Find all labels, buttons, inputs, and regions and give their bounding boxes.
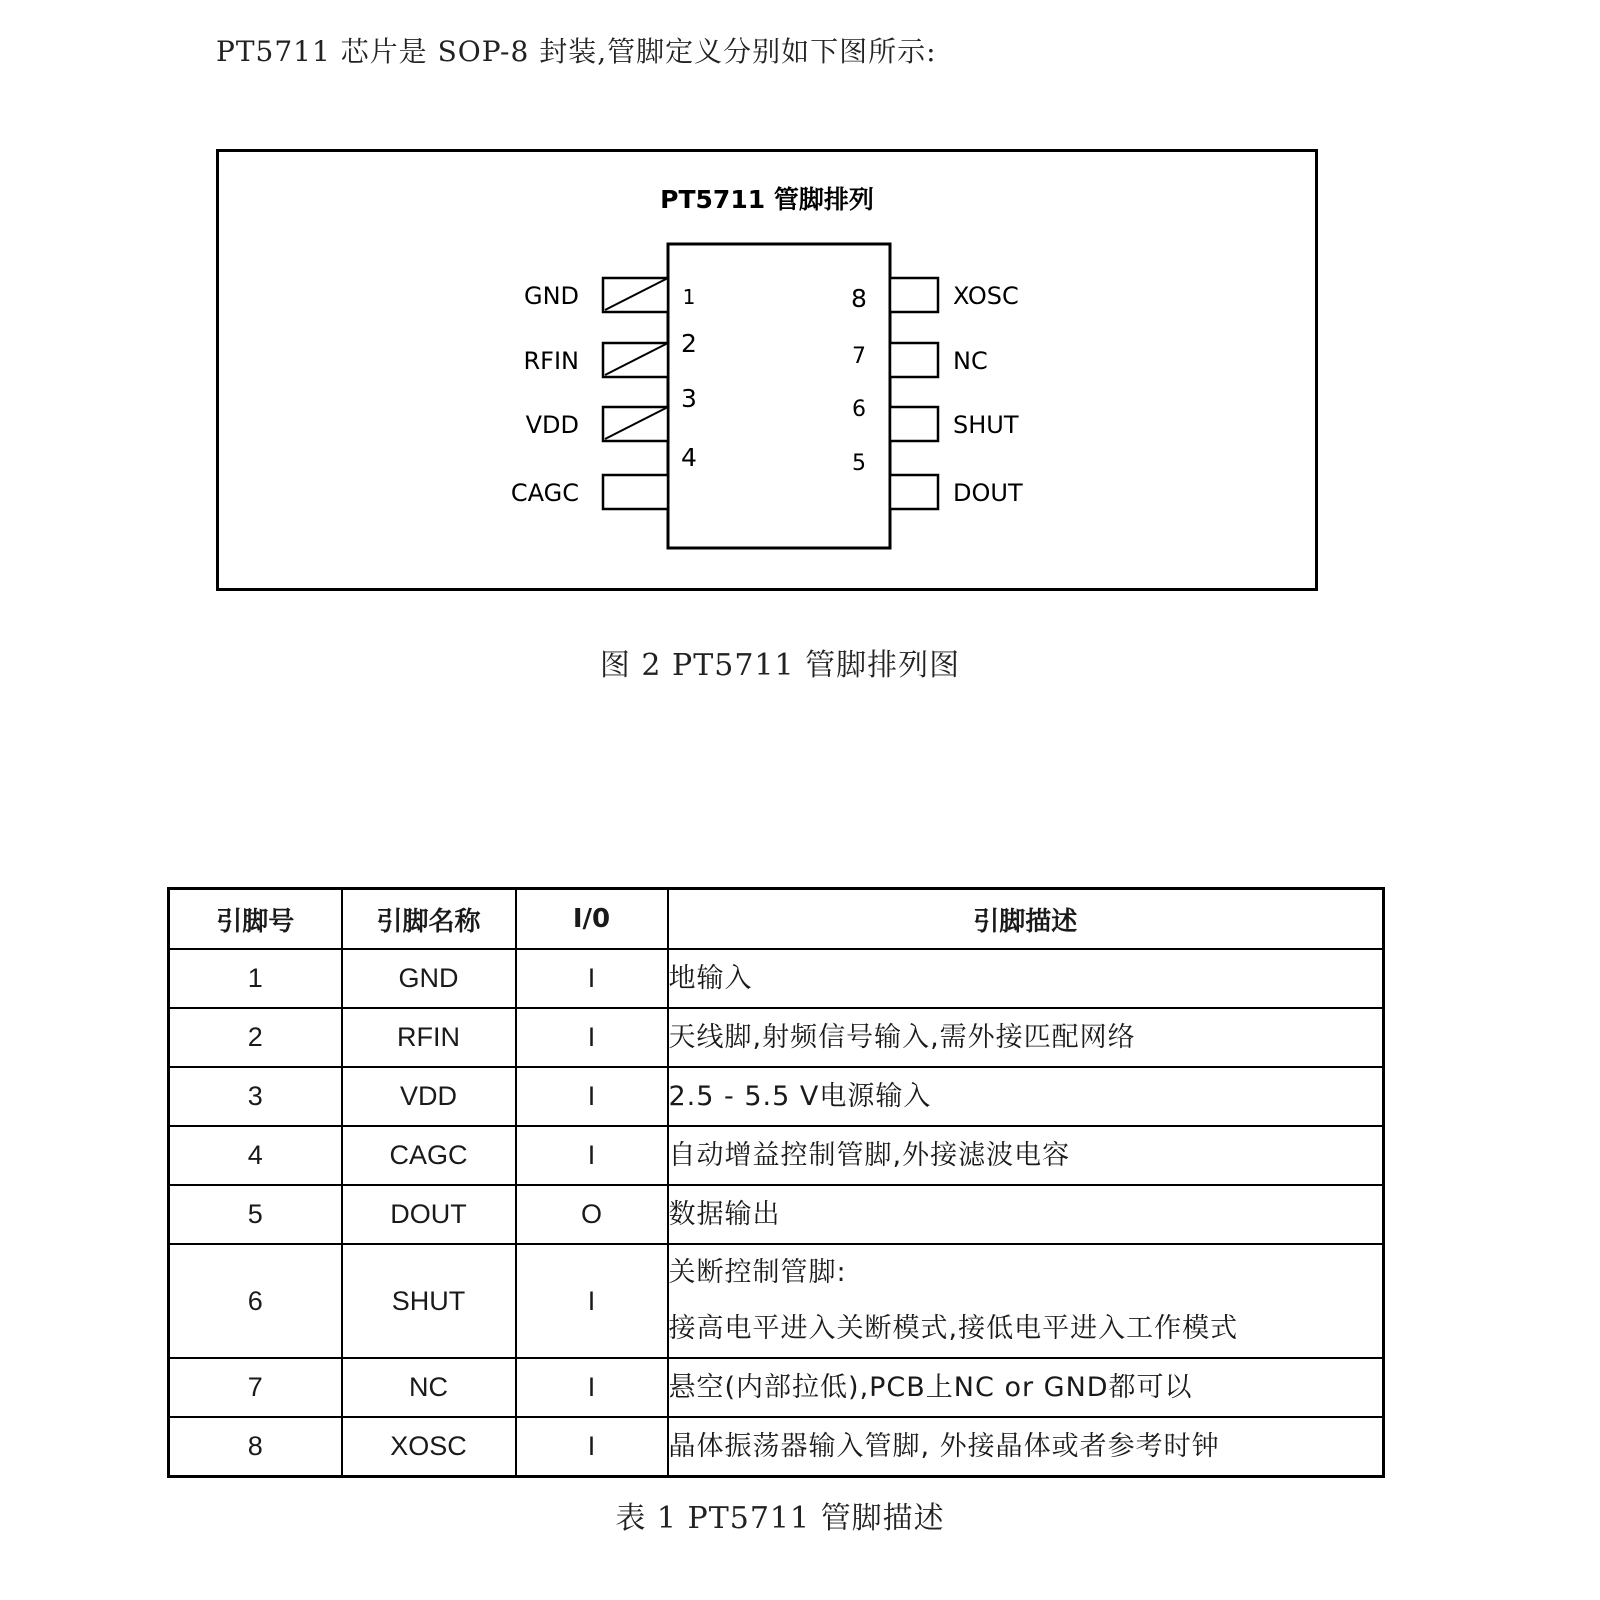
pin-description-table	[167, 887, 1385, 1478]
pin-name-label: CAGC	[510, 479, 579, 507]
description-line: 关断控制管脚:	[668, 1257, 847, 1288]
pin-pad	[890, 343, 938, 377]
description-line: 晶体振荡器输入管脚, 外接晶体或者参考时钟	[668, 1430, 1220, 1462]
pin-number-cell: 1	[169, 949, 342, 1008]
pin-number-cell: 6	[169, 1244, 342, 1358]
diagram-title: PT5711 管脚排列	[660, 185, 874, 214]
pin-io-cell: I	[516, 1067, 668, 1126]
description-line: 地输入	[668, 962, 753, 994]
pin-name-cell: DOUT	[342, 1185, 516, 1244]
pinout-svg	[219, 152, 1315, 588]
pin-name-cell: CAGC	[342, 1126, 516, 1185]
table-row	[169, 1126, 1384, 1185]
pin-description-cell	[668, 949, 1384, 1008]
pin-description-cell	[668, 1126, 1384, 1185]
pin-number-cell: 2	[169, 1008, 342, 1067]
pin-name-cell: VDD	[342, 1067, 516, 1126]
description-line: 2.5 - 5.5 V电源输入	[668, 1080, 932, 1112]
pin-pad	[890, 475, 938, 509]
pin-io-cell: I	[516, 949, 668, 1008]
pin-number-label: 1	[682, 285, 696, 309]
description-line: 数据输出	[668, 1198, 781, 1230]
description-line: 接高电平进入关断模式,接低电平进入工作模式	[668, 1313, 1239, 1344]
pin-description-cell	[668, 1244, 1384, 1358]
pin-description-cell	[668, 1417, 1384, 1477]
table-row	[169, 949, 1384, 1008]
pin-number-label: 6	[852, 397, 866, 422]
intro-paragraph: PT5711 芯片是 SOP-8 封装,管脚定义分别如下图所示:	[216, 35, 937, 68]
pin-number-label: 3	[681, 384, 697, 413]
header-pin-description: 引脚描述	[668, 889, 1384, 950]
pin-name-label: SHUT	[953, 411, 1019, 439]
description-line: 天线脚,射频信号输入,需外接匹配网络	[668, 1021, 1136, 1053]
pin-pad	[890, 407, 938, 441]
table-row	[169, 1244, 1384, 1358]
pin-number-cell: 3	[169, 1067, 342, 1126]
pin-io-cell: I	[516, 1244, 668, 1358]
pin-description-cell	[668, 1185, 1384, 1244]
pin-number-cell: 8	[169, 1417, 342, 1477]
pin-number-label: 7	[852, 344, 866, 369]
description-line: 自动增益控制管脚,外接滤波电容	[668, 1139, 1071, 1171]
table-row	[169, 1185, 1384, 1244]
table-row	[169, 1067, 1384, 1126]
pin-description-cell	[668, 1008, 1384, 1067]
pin-name-cell: RFIN	[342, 1008, 516, 1067]
figure-caption: 图 2 PT5711 管脚排列图	[599, 648, 961, 683]
pin-io-cell: I	[516, 1358, 668, 1417]
pin-number-cell: 4	[169, 1126, 342, 1185]
description-line: 悬空(内部拉低),PCB上NC or GND都可以	[668, 1371, 1193, 1403]
pin-io-cell: I	[516, 1417, 668, 1477]
pin-number-label: 8	[851, 284, 867, 313]
pin-number-label: 2	[681, 329, 697, 358]
pin-name-cell: NC	[342, 1358, 516, 1417]
pin-number-cell: 7	[169, 1358, 342, 1417]
header-pin-number: 引脚号	[169, 889, 342, 950]
pin-name-label: GND	[523, 282, 579, 310]
pin-name-cell: XOSC	[342, 1417, 516, 1477]
pin-io-cell: O	[516, 1185, 668, 1244]
table-caption: 表 1 PT5711 管脚描述	[615, 1501, 945, 1536]
table-header-row	[169, 889, 1384, 950]
header-pin-name: 引脚名称	[342, 889, 516, 950]
pin-name-label: VDD	[525, 411, 579, 439]
header-io: I/0	[516, 889, 668, 950]
pin-io-cell: I	[516, 1008, 668, 1067]
pin-name-label: NC	[953, 347, 988, 375]
pin-name-cell: GND	[342, 949, 516, 1008]
pin-pad	[890, 278, 938, 312]
pin-number-label: 5	[852, 451, 866, 476]
pin-description-cell	[668, 1358, 1384, 1417]
pin-name-label: RFIN	[523, 347, 579, 375]
pin-name-label: DOUT	[953, 479, 1023, 507]
pin-name-cell: SHUT	[342, 1244, 516, 1358]
pin-name-label: XOSC	[953, 282, 1019, 310]
pin-number-label: 4	[681, 443, 697, 472]
table-row	[169, 1008, 1384, 1067]
pin-io-cell: I	[516, 1126, 668, 1185]
table-row	[169, 1417, 1384, 1477]
pin-number-cell: 5	[169, 1185, 342, 1244]
pinout-diagram	[216, 149, 1318, 591]
pin-description-cell	[668, 1067, 1384, 1126]
pin-pad	[603, 475, 668, 509]
table-row	[169, 1358, 1384, 1417]
